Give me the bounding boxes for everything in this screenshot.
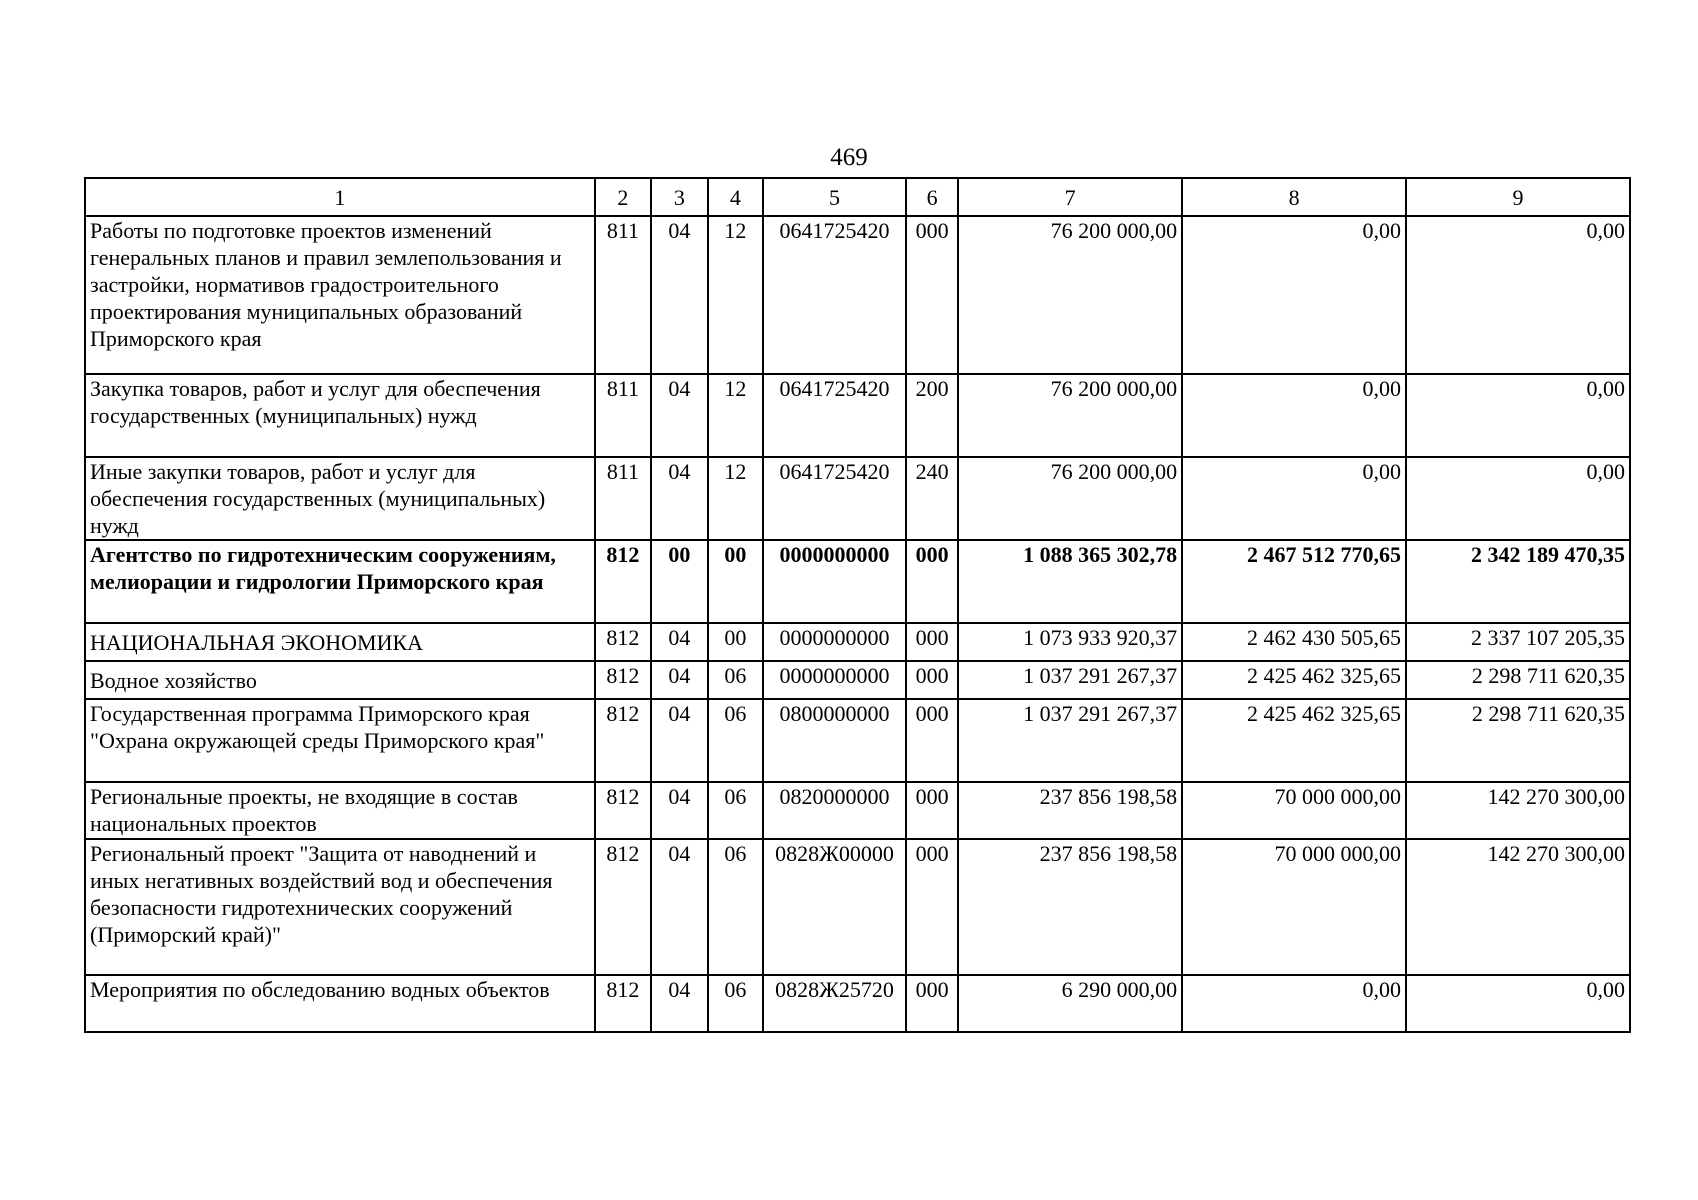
- row-amount-8: 0,00: [1182, 216, 1406, 374]
- table-row: [85, 661, 1630, 699]
- row-code-3: 04: [651, 661, 708, 699]
- row-code-6: 000: [906, 661, 958, 699]
- row-amount-7: 237 856 198,58: [958, 782, 1182, 839]
- row-name: НАЦИОНАЛЬНАЯ ЭКОНОМИКА: [85, 623, 595, 661]
- row-code-3: 04: [651, 839, 708, 975]
- row-amount-9: 0,00: [1406, 975, 1630, 1032]
- row-code-4: 12: [708, 216, 763, 374]
- row-code-2: 812: [595, 699, 652, 782]
- row-code-2: 812: [595, 540, 652, 623]
- row-code-4: 06: [708, 839, 763, 975]
- row-amount-7: 1 037 291 267,37: [958, 699, 1182, 782]
- column-header: 7: [958, 178, 1182, 216]
- row-code-5: 0820000000: [763, 782, 906, 839]
- row-code-4: 06: [708, 699, 763, 782]
- row-code-2: 811: [595, 216, 652, 374]
- row-amount-9: 0,00: [1406, 374, 1630, 457]
- row-code-4: 06: [708, 661, 763, 699]
- table-row: [85, 699, 1630, 782]
- row-amount-8: 70 000 000,00: [1182, 782, 1406, 839]
- row-amount-8: 0,00: [1182, 975, 1406, 1032]
- column-header: 4: [708, 178, 763, 216]
- column-header: 1: [85, 178, 595, 216]
- row-code-3: 04: [651, 975, 708, 1032]
- row-code-4: 06: [708, 782, 763, 839]
- row-code-3: 04: [651, 216, 708, 374]
- row-code-5: 0641725420: [763, 216, 906, 374]
- table-row: [85, 839, 1630, 975]
- row-amount-8: 2 425 462 325,65: [1182, 699, 1406, 782]
- row-amount-8: 2 467 512 770,65: [1182, 540, 1406, 623]
- row-name: Агентство по гидротехническим сооружениям, мелиорации и гидрологии Приморского края: [85, 540, 595, 623]
- column-header: 5: [763, 178, 906, 216]
- row-name: Работы по подготовке проектов изменений генеральных планов и правил землепользования и застройки, нормативов градостроительного проектирования муниципальных образований Приморского края: [85, 216, 595, 374]
- table-row: [85, 975, 1630, 1032]
- column-header: 9: [1406, 178, 1630, 216]
- row-amount-9: 142 270 300,00: [1406, 839, 1630, 975]
- row-name: Региональные проекты, не входящие в состав национальных проектов: [85, 782, 595, 839]
- row-amount-8: 2 425 462 325,65: [1182, 661, 1406, 699]
- row-amount-8: 70 000 000,00: [1182, 839, 1406, 975]
- row-code-2: 811: [595, 457, 652, 540]
- row-code-3: 04: [651, 699, 708, 782]
- row-amount-8: 0,00: [1182, 374, 1406, 457]
- row-code-5: 0641725420: [763, 457, 906, 540]
- row-code-6: 000: [906, 782, 958, 839]
- row-code-4: 00: [708, 540, 763, 623]
- row-name: Региональный проект "Защита от наводнений и иных негативных воздействий вод и обеспечения безопасности гидротехнических сооружений (Приморский край)": [85, 839, 595, 975]
- table-row: [85, 457, 1630, 540]
- column-header: 2: [595, 178, 652, 216]
- row-amount-8: 0,00: [1182, 457, 1406, 540]
- row-name: Мероприятия по обследованию водных объектов: [85, 975, 595, 1032]
- row-amount-9: 142 270 300,00: [1406, 782, 1630, 839]
- row-code-3: 00: [651, 540, 708, 623]
- row-code-5: 0000000000: [763, 540, 906, 623]
- row-code-3: 04: [651, 374, 708, 457]
- row-code-4: 12: [708, 457, 763, 540]
- row-amount-9: 2 342 189 470,35: [1406, 540, 1630, 623]
- row-code-6: 000: [906, 623, 958, 661]
- row-code-3: 04: [651, 782, 708, 839]
- row-code-5: 0828Ж00000: [763, 839, 906, 975]
- row-code-6: 000: [906, 540, 958, 623]
- row-code-2: 811: [595, 374, 652, 457]
- row-amount-9: 0,00: [1406, 457, 1630, 540]
- column-header: 6: [906, 178, 958, 216]
- row-code-6: 000: [906, 975, 958, 1032]
- row-name: Иные закупки товаров, работ и услуг для обеспечения государственных (муниципальных) нужд: [85, 457, 595, 540]
- row-code-6: 200: [906, 374, 958, 457]
- row-code-2: 812: [595, 839, 652, 975]
- row-code-2: 812: [595, 623, 652, 661]
- row-name: Водное хозяйство: [85, 661, 595, 699]
- row-amount-7: 76 200 000,00: [958, 457, 1182, 540]
- row-code-5: 0828Ж25720: [763, 975, 906, 1032]
- table-row: [85, 374, 1630, 457]
- row-code-3: 04: [651, 457, 708, 540]
- row-amount-9: 2 337 107 205,35: [1406, 623, 1630, 661]
- row-amount-7: 1 073 933 920,37: [958, 623, 1182, 661]
- row-amount-7: 1 088 365 302,78: [958, 540, 1182, 623]
- row-code-4: 12: [708, 374, 763, 457]
- table-row: [85, 540, 1630, 623]
- row-amount-7: 76 200 000,00: [958, 374, 1182, 457]
- row-code-5: 0000000000: [763, 623, 906, 661]
- row-name: Закупка товаров, работ и услуг для обеспечения государственных (муниципальных) нужд: [85, 374, 595, 457]
- column-header: 8: [1182, 178, 1406, 216]
- row-amount-9: 0,00: [1406, 216, 1630, 374]
- row-code-5: 0641725420: [763, 374, 906, 457]
- row-code-5: 0000000000: [763, 661, 906, 699]
- row-code-2: 812: [595, 661, 652, 699]
- table-row: [85, 623, 1630, 661]
- row-amount-8: 2 462 430 505,65: [1182, 623, 1406, 661]
- row-amount-7: 237 856 198,58: [958, 839, 1182, 975]
- row-name: Государственная программа Приморского края "Охрана окружающей среды Приморского края": [85, 699, 595, 782]
- table-row: [85, 782, 1630, 839]
- row-amount-9: 2 298 711 620,35: [1406, 699, 1630, 782]
- row-code-3: 04: [651, 623, 708, 661]
- row-amount-9: 2 298 711 620,35: [1406, 661, 1630, 699]
- row-code-4: 06: [708, 975, 763, 1032]
- row-code-6: 000: [906, 216, 958, 374]
- column-number-row: [85, 178, 1630, 216]
- row-code-6: 000: [906, 699, 958, 782]
- page-number: 469: [830, 144, 868, 171]
- budget-table: [84, 177, 1631, 1033]
- table-row: [85, 216, 1630, 374]
- column-header: 3: [651, 178, 708, 216]
- row-code-2: 812: [595, 975, 652, 1032]
- row-amount-7: 76 200 000,00: [958, 216, 1182, 374]
- row-code-2: 812: [595, 782, 652, 839]
- row-amount-7: 6 290 000,00: [958, 975, 1182, 1032]
- row-amount-7: 1 037 291 267,37: [958, 661, 1182, 699]
- row-code-5: 0800000000: [763, 699, 906, 782]
- row-code-4: 00: [708, 623, 763, 661]
- row-code-6: 000: [906, 839, 958, 975]
- row-code-6: 240: [906, 457, 958, 540]
